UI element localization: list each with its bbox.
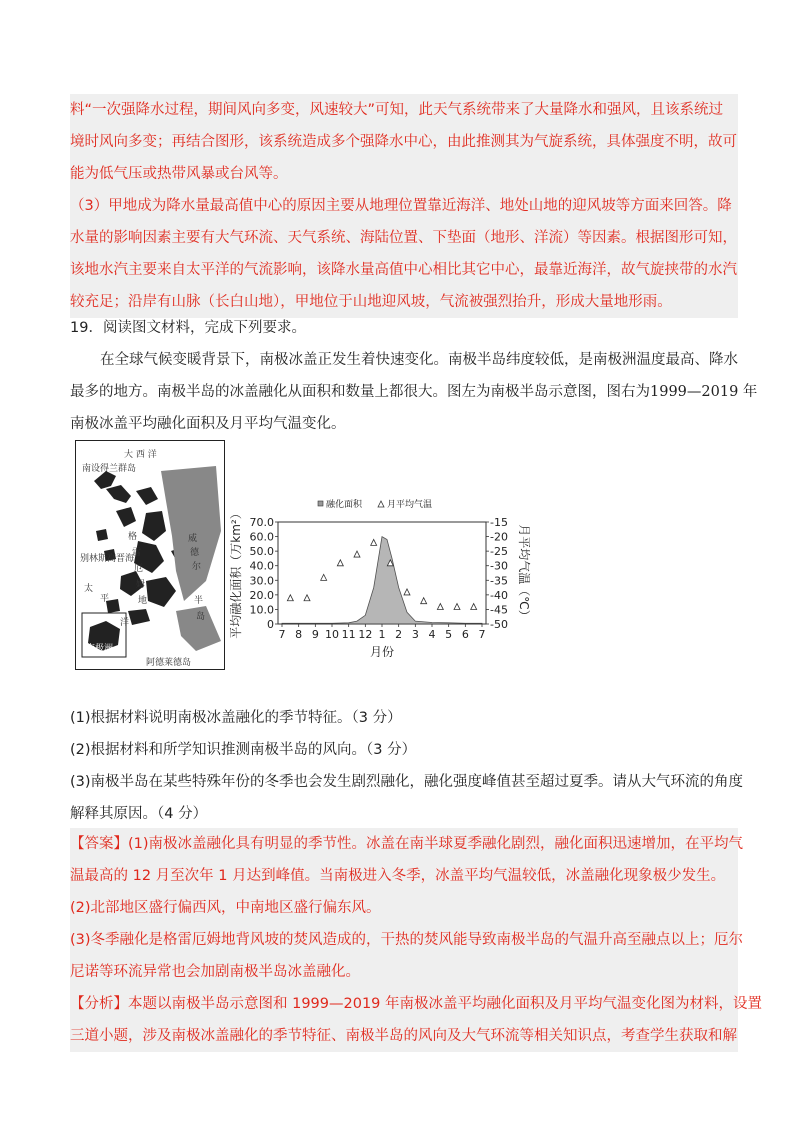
answer-line: 料“一次强降水过程，期间风向多变，风速较大”可知，此天气系统带来了大量降水和强风，且该系统过	[70, 102, 724, 118]
label-nanjizhou: 南极洲	[86, 644, 114, 654]
label-lei: 雷	[132, 548, 142, 558]
label-ws1: 威	[188, 534, 198, 544]
label-di: 地	[138, 596, 148, 606]
answer-line: (1)南极冰盖融化具有明显的季节性。冰盖在南半球夏季融化剧烈，融化面积迅速增加，在平均气	[128, 836, 744, 852]
y-tick-label: 30.0	[249, 574, 274, 588]
x-axis-label: 月份	[369, 645, 395, 659]
material-line: 最多的地方。南极半岛的冰盖融化从面积和数量上都很大。图左为南极半岛示意图，图右为1999—2019 年	[70, 384, 758, 400]
x-tick-label: 4	[428, 628, 436, 641]
x-tick-label: 2	[395, 628, 403, 641]
answer-line: 该地水汽主要来自太平洋的气流影响，该降水量高值中心相比其它中心，最靠近海洋，故气旋挟带的水汽	[70, 262, 737, 278]
sub-question-1: (1)根据材料说明南极冰盖融化的季节特征。（3 分）	[70, 710, 402, 726]
temp-point	[437, 604, 443, 610]
sub-question-3: 解释其原因。（4 分）	[70, 806, 208, 822]
label-shilidao: 南设得兰群岛	[82, 464, 137, 474]
answer-line: (3)冬季融化是格雷厄姆地背风坡的焚风造成的，干热的焚风能导致南极半岛的气温升高至融点以上；厄尔	[70, 932, 744, 948]
temp-point	[404, 589, 410, 595]
x-tick-label: 7	[478, 628, 486, 641]
y-tick-label: 70.0	[249, 516, 274, 529]
answer-line: 境时风向多变；再结合图形，该系统造成多个强降水中心，由此推测其为气旋系统，具体强度不明，故可	[70, 134, 737, 150]
label-ping: 平	[100, 594, 110, 604]
y-tick-label: 10.0	[249, 603, 274, 617]
question-19	[70, 312, 758, 440]
x-tick-label: 3	[411, 628, 419, 641]
label-tai: 太	[84, 584, 94, 594]
y2-tick-label: -35	[490, 574, 508, 588]
x-tick-label: 10	[325, 628, 339, 641]
y2-tick-label: -40	[490, 588, 508, 602]
label-dao: 岛	[196, 612, 206, 622]
y-tick-label: 0	[267, 618, 274, 631]
label-west: 别林斯高晋海	[80, 554, 135, 564]
temp-point	[421, 598, 427, 604]
y2-tick-label: -30	[490, 559, 508, 573]
label-ka: 姆	[136, 580, 146, 590]
y-tick-label: 20.0	[249, 588, 274, 602]
answer-line: 水量的影响因素主要有大气环流、天气系统、海陆位置、下垫面（地形、洋流）等因素。根据图形可知，	[70, 230, 737, 246]
melt-area	[282, 537, 482, 624]
answer-block	[70, 828, 763, 1052]
answer-line: 温最高的 12 月至次年 1 月达到峰值。当南极进入冬季，冰盖平均气温较低，冰盖融化现象极少发生。	[70, 868, 726, 884]
label-atlantic: 大 西 洋	[124, 450, 157, 460]
y-tick-label: 40.0	[249, 559, 274, 573]
label-adel: 阿德莱德岛	[146, 658, 192, 668]
antarctic-peninsula-map	[75, 440, 225, 670]
x-tick-label: 11	[341, 628, 356, 641]
y-tick-label: 50.0	[249, 545, 274, 559]
x-tick-label: 1	[378, 628, 386, 641]
answer-line: (2)北部地区盛行偏西风，中南地区盛行偏东风。	[70, 900, 381, 916]
x-tick-label: 8	[295, 628, 303, 641]
temp-point	[371, 539, 377, 545]
temp-point	[471, 604, 477, 610]
temp-point	[304, 595, 310, 601]
x-tick-label: 12	[358, 628, 373, 641]
legend-swatch-melt	[318, 501, 323, 506]
label-gelei: 格	[128, 532, 138, 542]
sub-question-2: (2)根据材料和所学知识推测南极半岛的风向。（3 分）	[70, 742, 417, 758]
temp-point	[454, 604, 460, 610]
analysis-line: 三道小题，涉及南极冰盖融化的季节特征、南极半岛的风向及大气环流等相关知识点，考查学生获取和解	[70, 1028, 737, 1044]
label-ws3: 尔	[192, 562, 202, 572]
y2-tick-label: -20	[490, 530, 508, 544]
label-yang: 洋	[120, 618, 130, 628]
answer-line: （3）甲地成为降水量最高值中心的原因主要从地理位置靠近海洋、地处山地的迎风坡等方面来回答。降	[70, 198, 732, 214]
analysis-line: 本题以南极半岛示意图和 1999—2019 年南极冰盖平均融化面积及月平均气温变化图为材料，设置	[128, 996, 763, 1012]
y-tick-label: 60.0	[249, 530, 274, 544]
answer-line: 较充足；沿岸有山脉（长白山地），甲地位于山地迎风坡，气流被强烈抬升，形成大量地形雨。	[70, 294, 672, 310]
temp-point	[287, 595, 293, 601]
label-mu: 厄	[134, 564, 144, 574]
legend-swatch-temp	[378, 501, 384, 507]
temp-point	[321, 574, 327, 580]
melt-temperature-chart	[228, 498, 531, 668]
x-tick-label: 5	[445, 628, 453, 641]
x-tick-label: 7	[278, 628, 286, 641]
y2-tick-label: -15	[490, 516, 508, 529]
label-ban: 半	[194, 596, 204, 606]
answer-label: 【答案】	[70, 836, 128, 852]
x-tick-label: 6	[461, 628, 469, 641]
sub-question-3: (3)南极半岛在某些特殊年份的冬季也会发生剧烈融化，融化强度峰值甚至超过夏季。请从大气环流的角度	[70, 774, 744, 790]
previous-answer	[70, 94, 738, 318]
x-tick-label: 9	[311, 628, 319, 641]
answer-line: 能为低气压或热带风暴或台风等。	[70, 166, 288, 182]
temp-point	[337, 560, 343, 566]
analysis-label: 【分析】	[70, 996, 128, 1012]
y2-tick-label: -50	[490, 618, 508, 631]
answer-line: 尼诺等环流异常也会加剧南极半岛冰盖融化。	[70, 964, 360, 980]
temp-point	[354, 551, 360, 557]
label-ws2: 德	[190, 548, 200, 558]
legend-label-temp: 月平均气温	[387, 500, 433, 510]
material-line: 南极冰盖平均融化面积及月平均气温变化。	[70, 416, 346, 432]
y-axis-label: 平均融化面积（万km²）	[229, 507, 243, 639]
y2-tick-label: -25	[490, 545, 508, 559]
y2-axis-label: 月平均气温（℃）	[517, 524, 531, 622]
sub-questions	[70, 702, 744, 830]
material-line: 在全球气候变暖背景下，南极冰盖正发生着快速变化。南极半岛纬度较低，是南极洲温度最高、降水	[100, 352, 738, 368]
y2-tick-label: -45	[490, 603, 508, 617]
legend-label-melt: 融化面积	[326, 500, 363, 510]
question-title: 19．阅读图文材料，完成下列要求。	[70, 320, 306, 336]
